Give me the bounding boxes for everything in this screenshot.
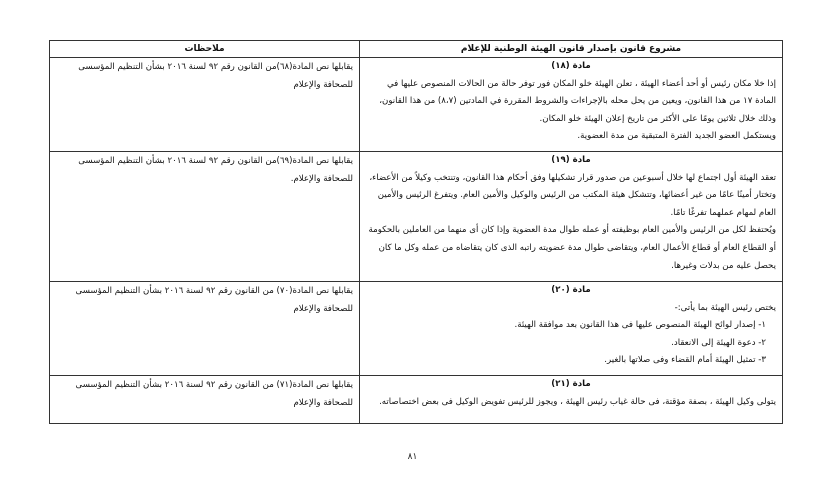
article-paragraph: إذا خلا مكان رئيس أو أحد أعضاء الهيئة ، تعلن الهيئة خلو المكان فور توفر حالة من الحالات المنصوص عليها في المادة ١٧ من هذا القانون، ويعين من يحل محله بالإجراءات والشروط المقررة في المادتين (٨،٧) من هذا القانون، وذلك خلال ثلاثين يومًا على الأكثر من تاريخ إعلان الهيئة خلو المكان. (379, 78, 776, 124)
header-notes: ملاحظات (50, 41, 360, 58)
article-title: مادة (٢١) (551, 379, 591, 389)
article-cell (360, 152, 783, 282)
article-cell (360, 58, 783, 152)
table-row (50, 282, 783, 376)
table-row (50, 58, 783, 152)
note-text: يقابلها نص المادة(٦٨)من القانون رقم ٩٢ لسنة ٢٠١٦ بشأن التنظيم المؤسسى للصحافة والإعلام (78, 62, 353, 90)
table-header-row (50, 41, 783, 58)
article-paragraph: ويُحتفظ لكل من الرئيس والأمين العام بوظيفته أو عمله طوال مدة العضوية وإذا كان أى منهما من العاملين بالحكومة أو القطاع العام أو قطاع الأعمال العام، ويتقاضى طوال مدة عضويته راتبه الذى كان يتقاضاه من عمله وكل ما كان يحصل عليه من بدلات وغيرها. (368, 225, 776, 271)
article-title: مادة (١٨) (551, 61, 591, 71)
note-cell (50, 152, 360, 282)
page-number: ٨١ (407, 452, 418, 462)
note-text: يقابلها نص المادة(٧٠) من القانون رقم ٩٢ لسنة ٢٠١٦ بشأن التنظيم المؤسسى للصحافة والإعلام (75, 286, 353, 314)
law-comparison-table (49, 40, 783, 424)
list-item: ٢- دعوة الهيئة إلى الانعقاد. (671, 337, 766, 348)
header-main: مشروع قانون بإصدار قانون الهيئة الوطنية للإعلام (360, 41, 783, 58)
article-title: مادة (٢٠) (551, 285, 591, 295)
article-paragraph: تعقد الهيئة أول اجتماع لها خلال أسبوعين من صدور قرار تشكيلها وفق أحكام هذا القانون، وتنتخب وكيلاً من الأعضاء، وتختار أمينًا عامًا من غير أعضائها، وتتشكل هيئة المكتب من الرئيس والوكيل والأمين العام. ويتفرغ الرئيس والأمين العام لمهام عملهما تفرغًا تامًا. (369, 172, 776, 218)
note-text: يقابلها نص المادة(٧١) من القانون رقم ٩٢ لسنة ٢٠١٦ بشأن التنظيم المؤسسى للصحافة والإعلام (75, 380, 353, 408)
list-item: ١- إصدار لوائح الهيئة المنصوص عليها فى هذا القانون بعد موافقة الهيئة. (514, 320, 766, 331)
article-cell (360, 376, 783, 424)
note-cell (50, 58, 360, 152)
article-paragraph: يتولى وكيل الهيئة ، بصفة مؤقتة، فى حالة غياب رئيس الهيئة ، ويجوز للرئيس تفويض الوكيل فى بعض اختصاصاته. (379, 396, 776, 407)
article-paragraph: ويستكمل العضو الجديد الفترة المتبقية من مدة العضوية. (577, 131, 776, 142)
note-cell (50, 282, 360, 376)
article-title: مادة (١٩) (551, 155, 591, 165)
note-text: يقابلها نص المادة(٦٩)من القانون رقم ٩٢ لسنة ٢٠١٦ بشأن التنظيم المؤسسى للصحافة والإعلام. (78, 156, 353, 184)
table-row (50, 376, 783, 424)
list-item: ٣- تمثيل الهيئة أمام القضاء وفى صلاتها بالغير. (604, 355, 766, 366)
note-cell (50, 376, 360, 424)
table-row (50, 152, 783, 282)
article-paragraph: يختص رئيس الهيئة بما يأتى:- (674, 302, 776, 313)
article-cell (360, 282, 783, 376)
